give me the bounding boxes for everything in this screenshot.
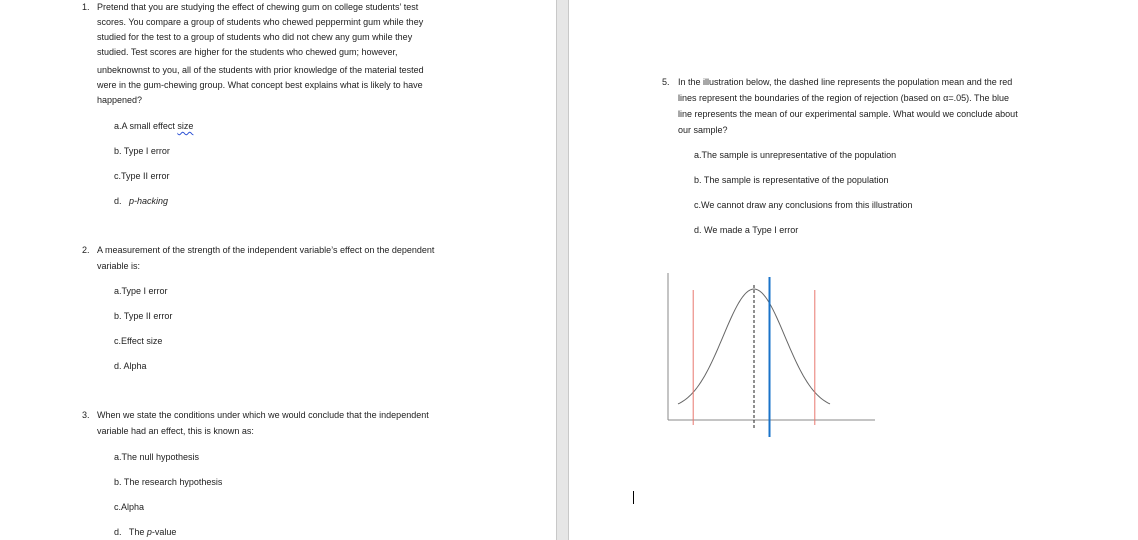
q1-option-d: d. p-hacking (114, 196, 169, 206)
q1-line: happened? (97, 95, 143, 105)
q2-option-c: c.Effect size (114, 336, 163, 346)
q5-line: line represents the mean of our experimental sample. What would we conclude about (678, 109, 1018, 119)
q1-line: were in the gum-chewing group. What concept best explains what is likely to have (97, 80, 423, 90)
q5-option-d: d. We made a Type I error (694, 225, 799, 235)
q1-option-a: a.A small effect size (114, 121, 194, 131)
q1-line: Pretend that you are studying the effect of chewing gum on college students’ test (97, 2, 419, 12)
q1-line: unbeknownst to you, all of the students with prior knowledge of the material tested (97, 65, 424, 75)
q1-option-c: c.Type II error (114, 171, 170, 181)
q5-option-a: a.The sample is unrepresentative of the population (694, 150, 897, 160)
q3-line: When we state the conditions under which we would conclude that the independent (97, 410, 429, 420)
q3-option-a: a.The null hypothesis (114, 452, 200, 462)
q2-line: A measurement of the strength of the independent variable’s effect on the dependent (97, 245, 435, 255)
q5-line: our sample? (678, 125, 728, 135)
q2-option-b: b. Type II error (114, 311, 173, 321)
q5-option-b: b. The sample is representative of the population (694, 175, 889, 185)
q5-line: In the illustration below, the dashed line represents the population mean and the red (678, 77, 1013, 87)
q1-line: scores. You compare a group of students who chewed peppermint gum while they (97, 17, 424, 27)
q1-number: 1. (82, 2, 90, 12)
q2-line: variable is: (97, 261, 141, 271)
q2-option-d: d. Alpha (114, 361, 147, 371)
q3-number: 3. (82, 410, 90, 420)
q2-number: 2. (82, 245, 90, 255)
left-page (0, 0, 556, 540)
q1-option-b: b. Type I error (114, 146, 170, 156)
text-cursor (633, 491, 634, 504)
page-gutter (556, 0, 569, 540)
q1-line: studied. Test scores are higher for the students who chewed gum; however, (97, 47, 398, 57)
q3-option-c: c.Alpha (114, 502, 145, 512)
q5-line: lines represent the boundaries of the region of rejection (based on α=.05). The blue (678, 93, 1010, 103)
q1-line: studied for the test to a group of students who did not chew any gum while they (97, 32, 413, 42)
q5-number: 5. (662, 77, 670, 87)
q3-line: variable had an effect, this is known as: (97, 426, 254, 436)
spellcheck-flagged-word[interactable]: size (177, 121, 194, 131)
rejection-region-illustration (660, 265, 880, 445)
q3-option-b: b. The research hypothesis (114, 477, 223, 487)
q5-option-c: c.We cannot draw any conclusions from this illustration (694, 200, 913, 210)
q3-option-d: d. The p-value (114, 527, 177, 537)
q2-option-a: a.Type I error (114, 286, 168, 296)
